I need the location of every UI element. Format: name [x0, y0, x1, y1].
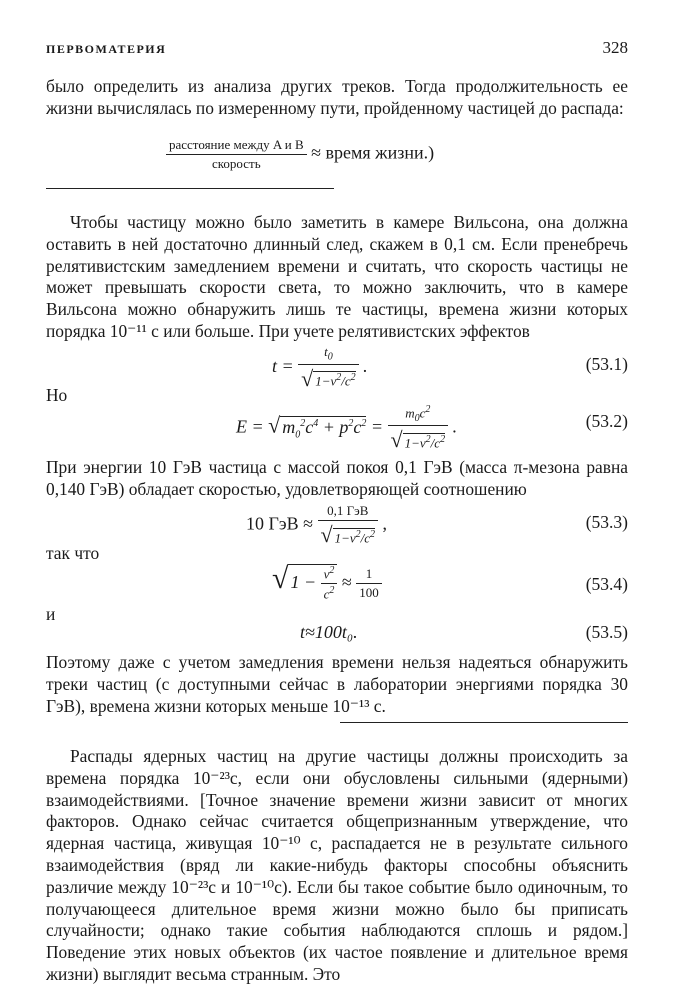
- footnote-rule-2: [340, 722, 628, 723]
- paragraph-5: Распады ядерных частиц на другие частицы должны происходить за времена порядка 10⁻²³с, если они обусловлены сильными (ядерными) взаимодействиями. [Точное значение времени жизни зависит от многих факторов. Однако сейчас считается общепризнанным утверждение, что ядерная частица, живущая 10⁻¹⁰ с, распадается не в результате сильного взаимодействия (вряд ли какие-нибудь факторы способны объяснить различие между 10⁻²³с и 10⁻¹⁰с). Если бы такое событие было одиночным, то получающееся длительное время жизни можно было бы приписать случайности; однако такие события наблюдаются сплошь и рядом.] Поведение этих новых объектов (их частое появление и длительное время жизни) выглядит весьма странным. Это: [46, 746, 628, 984]
- formula-rhs: ≈ время жизни.): [311, 142, 435, 163]
- eq-label-53-2: (53.2): [585, 411, 628, 431]
- footnote-rule-1: [46, 188, 334, 189]
- paragraph-3: При энергии 10 ГэВ частица с массой покоя 0,1 ГэВ (масса π-мезона равна 0,140 ГэВ) обладает скоростью, удовлетворяющей соотношению: [46, 457, 628, 499]
- paragraph-1: было определить из анализа других треков. Тогда продолжительность ее жизни вычислялась по измеренному пути, пройденному частицей до распада:: [46, 76, 628, 118]
- eq2-fraction: $\frac{m_0c^2}{√ 1-v^2/c^2}$: [388, 404, 449, 453]
- eq1-fraction: $\frac{t_0}{√ 1-v^2/c^2}$: [298, 344, 359, 392]
- eq-label-53-5: (53.5): [585, 622, 628, 642]
- lifetime-formula: [166, 137, 434, 172]
- formula-numerator: расстояние между A и B: [169, 137, 304, 152]
- eq-label-53-1: (53.1): [585, 354, 628, 374]
- equation-53-4: √ 1 − $\frac{v^2}{c^2}$ ≈ $\frac{1}{100}$: [272, 562, 382, 603]
- formula-denominator: скорость: [166, 154, 307, 172]
- connector-no: Но: [46, 385, 68, 405]
- connector-tak-chto: так что: [46, 543, 100, 563]
- eq-label-53-3: (53.3): [585, 512, 628, 532]
- page-header: [46, 38, 628, 60]
- eq3-fraction: $\frac{\text{0,1 ГэВ}}{√ 1-v^2/c^2}$: [318, 503, 379, 548]
- eq3-numerator: 0,1 ГэВ: [327, 503, 369, 518]
- connector-i: и: [46, 604, 56, 624]
- equation-53-5: t≈100t₀.: [300, 622, 358, 642]
- eq-label-53-4: (53.4): [585, 574, 628, 594]
- paragraph-4: Поэтому даже с учетом замедления времени нельзя надеяться обнаружить треки частиц (с доступными сейчас в лаборатории энергиями порядка 30 ГэВ), времена жизни которых меньше 10⁻¹³ с.: [46, 652, 628, 716]
- eq3-lhs: 10 ГэВ ≈: [246, 513, 314, 534]
- equation-53-2: E = √ $m_0^2c^4 + p^2c^2$ = $\frac{m_0c^2}{√ 1-v^2/c^2}$ .: [236, 404, 458, 452]
- equation-53-3: 10 ГэВ ≈ $\frac{\text{0,1 ГэВ}}{√ 1-v^2/c^2}$ ,: [246, 503, 388, 547]
- equation-53-1: t = $\frac{t_0}{√ 1-v^2/c^2}$ .: [272, 344, 368, 391]
- paragraph-2: Чтобы частицу можно было заметить в камере Вильсона, она должна оставить в ней достаточно длинный след, скажем в 0,1 см. Если пренебречь релятивистским замедлением времени и считать, что скорость частицы не может превышать скорости света, то можно заключить, что в камере Вильсона можно обнаружить лишь те частицы, времена жизни которых порядка 10⁻¹¹ с или больше. При учете релятивистских эффектов: [46, 212, 628, 341]
- running-title: ПЕРВОМАТЕРИЯ: [46, 42, 167, 56]
- page-number: 328: [602, 38, 628, 57]
- distance-over-speed: [166, 137, 307, 172]
